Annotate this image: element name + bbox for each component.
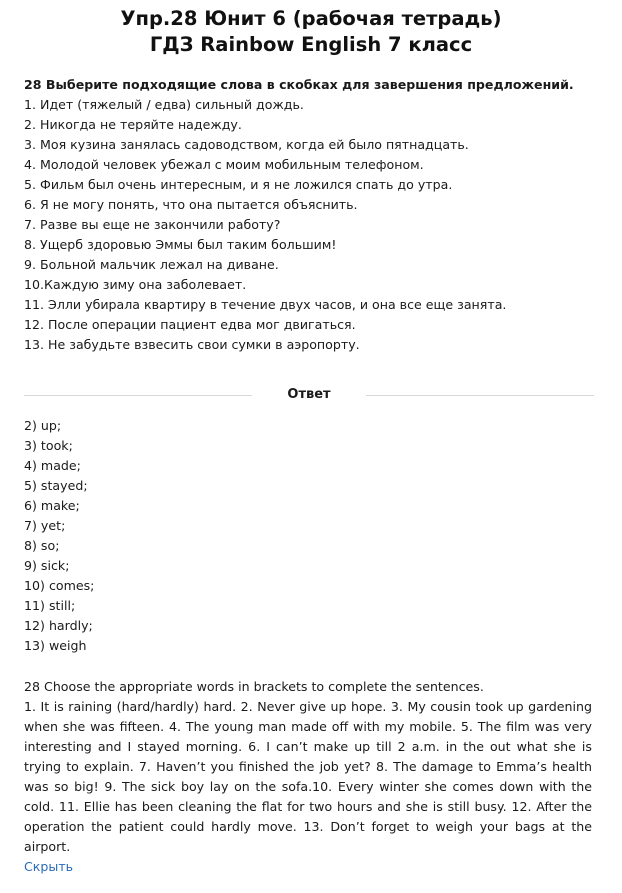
answer-item: 11) still; xyxy=(24,598,76,613)
answer-item: 3) took; xyxy=(24,438,73,453)
task-line-7: 7. Разве вы еще не закончили работу? xyxy=(24,217,281,232)
task-line-12: 12. После операции пациент едва мог двигаться. xyxy=(24,317,356,332)
task-line-13: 13. Не забудьте взвесить свои сумки в аэропорту. xyxy=(24,337,360,352)
page-title-line-2: ГДЗ Rainbow English 7 класс xyxy=(149,33,473,56)
answer-item: 4) made; xyxy=(24,458,81,473)
task-line-2: 2. Никогда не теряйте надежду. xyxy=(24,117,242,132)
answer-item: 13) weigh xyxy=(24,638,87,653)
answer-item: 12) hardly; xyxy=(24,618,93,633)
answer-item: 7) yet; xyxy=(24,518,66,533)
page-title-line-1: Упр.28 Юнит 6 (рабочая тетрадь) xyxy=(120,7,502,30)
task-line-6: 6. Я не могу понять, что она пытается объяснить. xyxy=(24,197,358,212)
answer-item: 5) stayed; xyxy=(24,478,88,493)
task-line-3: 3. Моя кузина занялась садоводством, когда ей было пятнадцать. xyxy=(24,137,469,152)
page-title xyxy=(0,0,622,58)
answer-item: 10) comes; xyxy=(24,578,95,593)
task-line-4: 4. Молодой человек убежал с моим мобильным телефоном. xyxy=(24,157,424,172)
task-line-5: 5. Фильм был очень интересным, и я не ложился спать до утра. xyxy=(24,177,453,192)
task-line-9: 9. Больной мальчик лежал на диване. xyxy=(24,257,279,272)
answer-list xyxy=(24,416,94,656)
task-line-11: 11. Элли убирала квартиру в течение двух часов, и она все еще занята. xyxy=(24,297,507,312)
task-heading: 28 Выберите подходящие слова в скобках для завершения предложений. xyxy=(24,77,574,92)
answer-divider xyxy=(24,384,594,408)
task-line-8: 8. Ущерб здоровью Эммы был таким большим! xyxy=(24,237,337,252)
english-translation xyxy=(24,677,592,857)
task-line-10: 10.Каждую зиму она заболевает. xyxy=(24,277,247,292)
answer-item: 2) up; xyxy=(24,418,62,433)
answer-item: 8) so; xyxy=(24,538,60,553)
hide-link[interactable]: Скрыть xyxy=(24,859,74,874)
answer-item: 6) make; xyxy=(24,498,80,513)
english-text: 28 Choose the appropriate words in brackets to complete the sentences. 1. It is raining (hard/hardly) hard. 2. Never give up hope. 3. My cousin took up gardening when she was fifteen. 4. The young man made off with my mobile. 5. The film was very interesting and I stayed morning. 6. I can’t make up till 2 a.m. in the out what she is trying to explain. 7. Haven’t you finished the job yet? 8. The damage to Emma’s health was so big! 9. The sick boy lay on the sofa.10. Every winter she comes down with the cold. 11. Ellie has been cleaning the flat for two hours and she is still busy. 12. After the operation the patient could hardly move. 13. Don’t forget to weigh your bags at the airport. xyxy=(24,679,592,854)
task-line-1: 1. Идет (тяжелый / едва) сильный дождь. xyxy=(24,97,304,112)
answer-heading: Ответ xyxy=(287,387,331,402)
task-block xyxy=(24,75,604,355)
divider-rule-right xyxy=(366,395,594,396)
answer-item: 9) sick; xyxy=(24,558,70,573)
